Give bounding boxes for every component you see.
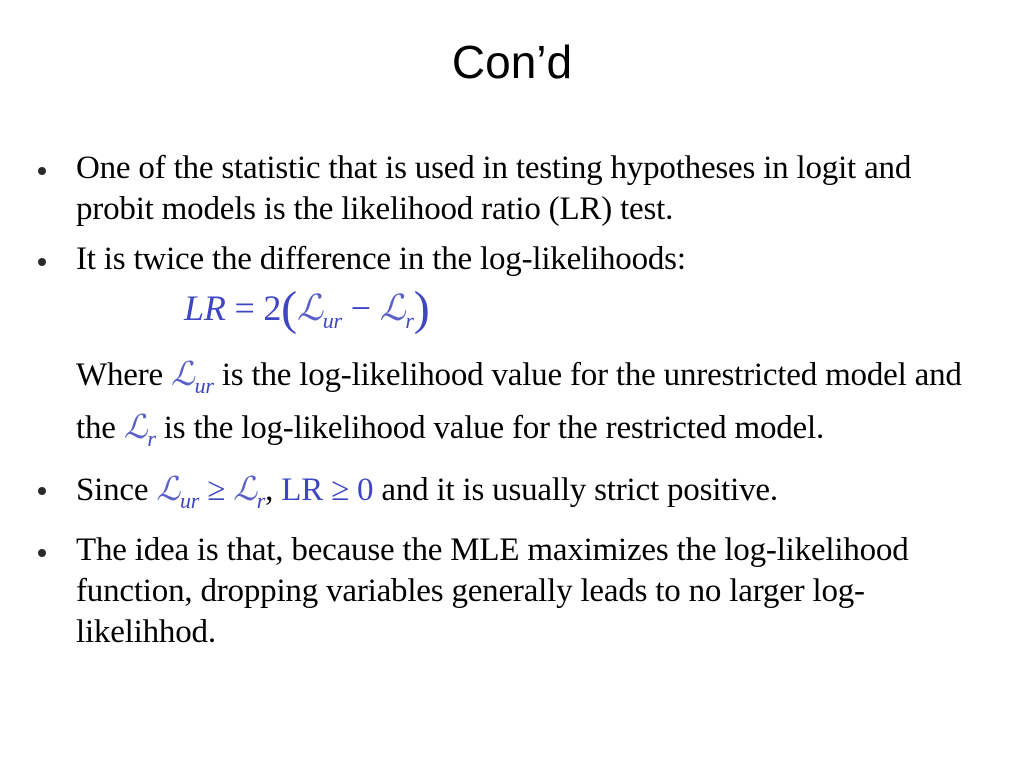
- formula-equals: =: [234, 288, 255, 328]
- where-text-2: is the log-likelihood value for the restricted model.: [163, 410, 825, 446]
- bullet-dot-icon: [38, 487, 46, 495]
- formula-close-paren: ): [413, 282, 430, 335]
- where-symbol-r: ℒ: [123, 407, 148, 446]
- bullet-list: [30, 148, 980, 653]
- bullet-item-idea: [30, 530, 980, 653]
- bullet-item-definition: [30, 239, 980, 459]
- where-word: Where: [76, 357, 163, 393]
- where-symbol-ur: ℒ: [171, 354, 195, 393]
- bullet-text: One of the statistic that is used in testing hypotheses in logit and probit models is the likelihood ratio (LR) test.: [76, 150, 912, 227]
- formula-open-paren: (: [281, 282, 297, 335]
- since-text: and it is usually strict positive.: [381, 472, 778, 508]
- since-word: Since: [76, 472, 149, 508]
- formula-minus: −: [350, 288, 371, 328]
- bullet-text: The idea is that, because the MLE maximizes the log-likelihood function, dropping variables generally leads to no larger log-likelihhod.: [76, 532, 909, 650]
- formula-coefficient: 2: [263, 288, 282, 328]
- formula-lhs: LR: [184, 288, 226, 328]
- since-comma: ,: [265, 472, 274, 508]
- lr-formula: [184, 284, 980, 345]
- since-line: [76, 468, 980, 521]
- bullet-item-lr-test: [30, 148, 980, 230]
- slide-title: Con’d: [451, 36, 573, 88]
- where-sub-r: r: [147, 426, 156, 451]
- formula-sub-ur: ur: [322, 308, 342, 333]
- since-sub-ur: ur: [179, 488, 200, 513]
- since-sub-r: r: [256, 488, 266, 513]
- bullet-item-since: [30, 468, 980, 521]
- formula-loglik-symbol: ℒ: [379, 288, 406, 329]
- where-explanation: [76, 353, 980, 459]
- since-geq: ≥: [207, 472, 226, 508]
- slide-content: [30, 148, 980, 662]
- bullet-dot-icon: [38, 167, 46, 175]
- bullet-dot-icon: [38, 258, 46, 266]
- where-text-1: is the log-likelihood value for the unrestricted model and the: [76, 357, 962, 446]
- since-symbol-ur: ℒ: [156, 469, 180, 508]
- since-symbol-r: ℒ: [233, 469, 257, 508]
- since-lr-nonnegative: LR ≥ 0: [281, 472, 374, 508]
- bullet-dot-icon: [38, 549, 46, 557]
- bullet-text: It is twice the difference in the log-likelihoods:: [76, 241, 686, 277]
- where-sub-ur: ur: [194, 373, 214, 398]
- formula-loglik-symbol: ℒ: [296, 288, 323, 329]
- formula-sub-r: r: [405, 308, 414, 333]
